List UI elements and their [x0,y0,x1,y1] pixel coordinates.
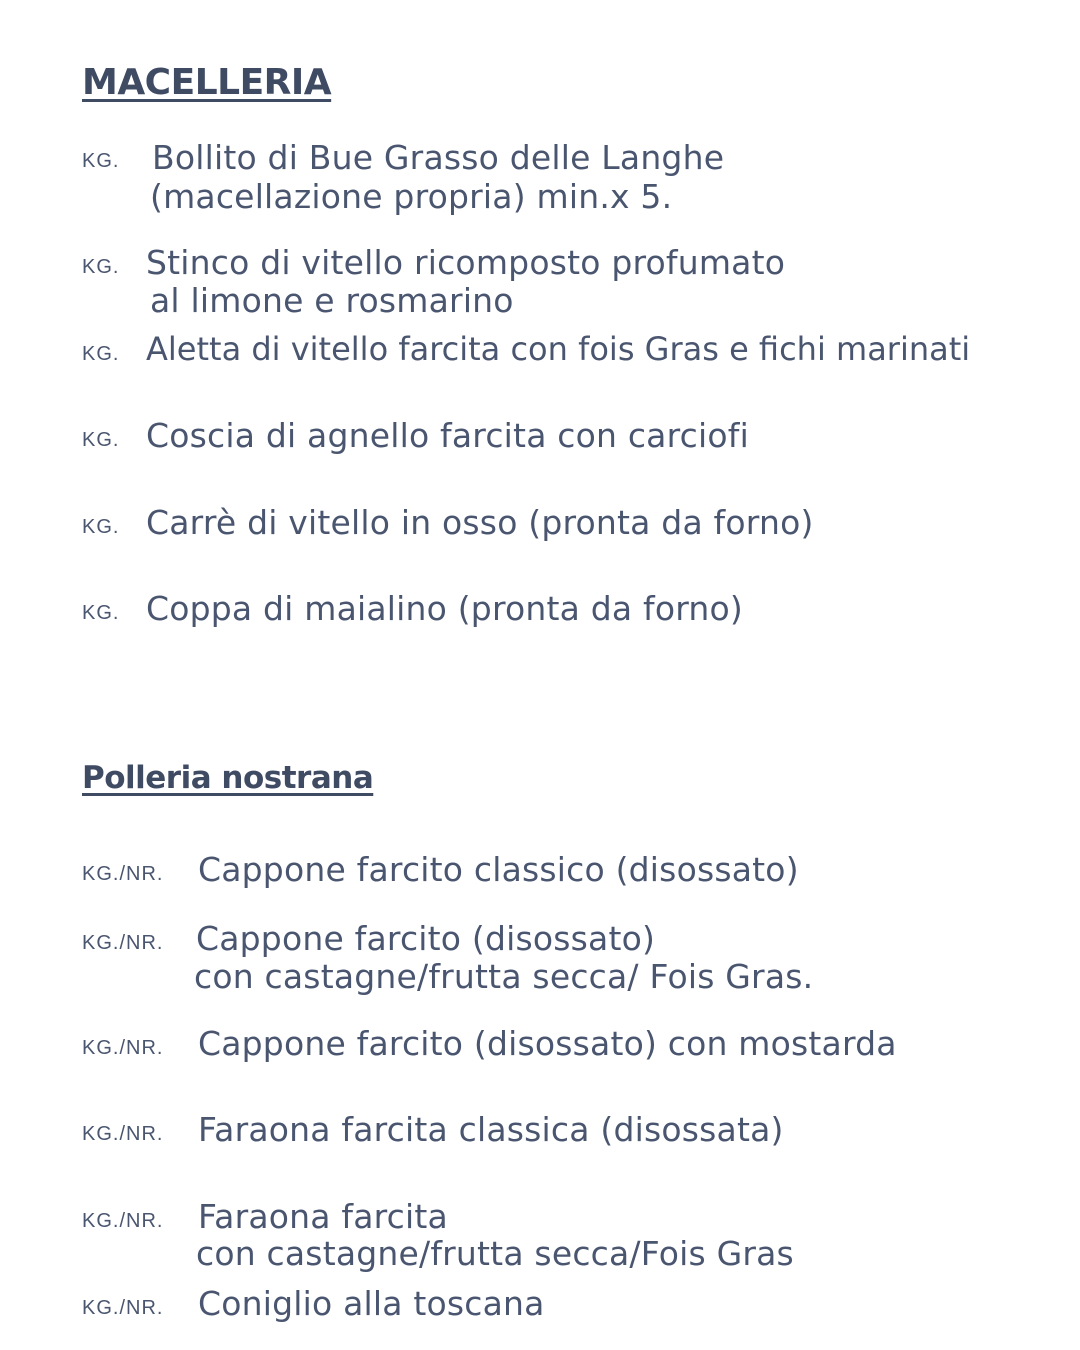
item-unit: KG./NR. [82,932,164,954]
item-name: Cappone farcito (disossato) [196,919,656,958]
item-name: Stinco di vitello ricomposto profumato [146,243,786,282]
item-name: Coniglio alla toscana [198,1284,545,1323]
section-heading-polleria: Polleria nostrana [82,760,374,796]
item-name: Cappone farcito (disossato) con mostarda [198,1024,897,1063]
item-name: Carrè di vitello in osso (pronta da forno) [146,503,814,542]
item-name: Aletta di vitello farcita con fois Gras e fichi marinati [146,330,971,368]
item-name: Faraona farcita classica (disossata) [198,1110,784,1149]
item-unit: KG. [82,150,120,172]
item-unit: KG. [82,256,120,278]
item-name-continued: con castagne/frutta secca/Fois Gras [196,1234,794,1273]
section-heading-macelleria: MACELLERIA [82,62,332,103]
item-name: Coscia di agnello farcita con carciofi [146,416,749,455]
item-unit: KG. [82,429,120,451]
item-unit: KG. [82,602,120,624]
item-unit: KG./NR. [82,863,164,885]
item-unit: KG./NR. [82,1123,164,1145]
item-name: Bollito di Bue Grasso delle Langhe [152,138,725,177]
item-unit: KG./NR. [82,1037,164,1059]
item-name: Faraona farcita [198,1197,448,1236]
item-unit: KG./NR. [82,1297,164,1319]
item-unit: KG. [82,343,120,365]
item-unit: KG./NR. [82,1210,164,1232]
item-unit: KG. [82,516,120,538]
item-name-continued: (macellazione propria) min.x 5. [150,177,673,216]
item-name-continued: al limone e rosmarino [150,281,514,320]
item-name-continued: con castagne/frutta secca/ Fois Gras. [194,957,814,996]
item-name: Coppa di maialino (pronta da forno) [146,589,743,628]
item-name: Cappone farcito classico (disossato) [198,850,799,889]
